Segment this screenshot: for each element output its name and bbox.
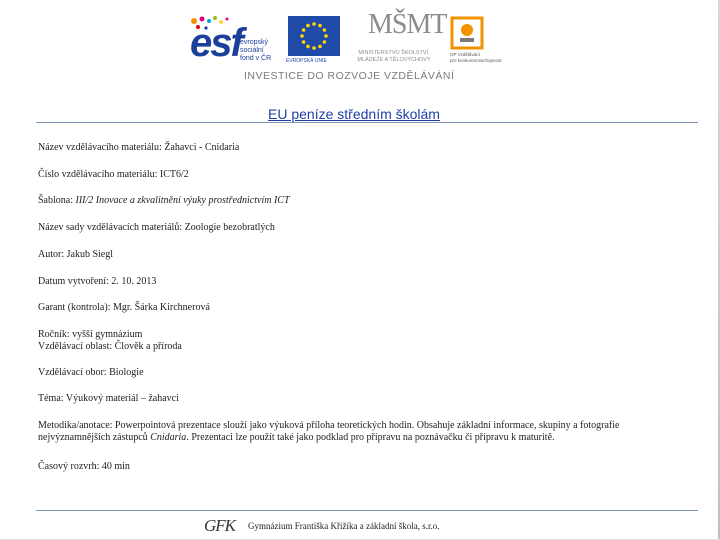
meta-rocnik: Ročník: vyšší gymnázium bbox=[38, 329, 143, 340]
esf-text-line: evropský bbox=[240, 39, 269, 46]
op-logo bbox=[450, 16, 510, 74]
eu-logo bbox=[288, 16, 340, 68]
op-text bbox=[450, 52, 512, 64]
school-logo: GFK bbox=[204, 516, 235, 535]
meta-anotace-text: Metodika/anotace: Powerpointová prezentace slouží jako výuková příloha teoretických hodin. Obsahuje základní informace, skupiny a fotografie nejvýznamnějších zástupců bbox=[38, 420, 620, 443]
meta-tema: Téma: Výukový materiál – žahavci bbox=[38, 393, 179, 404]
meta-sablona-value: III/2 Inovace a zkvalitnění výuky prostřednictvím ICT bbox=[75, 195, 290, 206]
esf-mark: esf bbox=[190, 21, 242, 65]
meta-oblast: Vzdělávací oblast: Člověk a příroda bbox=[38, 341, 182, 352]
msmt-text bbox=[346, 50, 442, 64]
op-logo-icon bbox=[450, 16, 490, 50]
footer-divider bbox=[36, 510, 698, 511]
esf-logo bbox=[188, 15, 284, 73]
tagline: INVESTICE DO ROZVOJE VZDĚLÁVÁNÍ bbox=[244, 70, 455, 82]
msmt-text-line: MLÁDEŽE A TĚLOVÝCHOVY bbox=[357, 57, 431, 63]
meta-anotace-text-end: . Prezentaci lze použít také jako podklad pro přípravu na poznávačku či přípravu k maturitě. bbox=[186, 432, 555, 443]
eu-flag-icon bbox=[288, 16, 340, 56]
page-title: EU peníze středním školám bbox=[268, 106, 440, 122]
meta-autor: Autor: Jakub Siegl bbox=[38, 249, 113, 260]
meta-nazev: Název vzdělávacího materiálu: Žahavci - Cnidaria bbox=[38, 142, 240, 153]
meta-anotace bbox=[38, 420, 678, 444]
msmt-logo bbox=[346, 9, 447, 74]
op-text-line: OP Vzdělávání bbox=[450, 52, 480, 57]
esf-text bbox=[240, 39, 271, 63]
meta-rozvrh: Časový rozvrh: 40 min bbox=[38, 461, 130, 472]
meta-cislo: Číslo vzdělávacího materiálu: ICT6/2 bbox=[38, 169, 189, 180]
meta-anotace-taxon: Cnidaria bbox=[150, 432, 187, 443]
msmt-mark: MŠMT bbox=[368, 9, 447, 40]
footer-school-name: Gymnázium Františka Křižíka a základní škola, s.r.o. bbox=[248, 521, 440, 531]
meta-sablona bbox=[38, 195, 678, 207]
msmt-text-line: MINISTERSTVO ŠKOLSTVÍ, bbox=[358, 50, 430, 56]
esf-text-line: fond v ČR bbox=[240, 55, 272, 62]
meta-sada: Název sady vzdělávacích materiálů: Zoologie bezobratlých bbox=[38, 222, 275, 233]
meta-sablona-label: Šablona: bbox=[38, 195, 76, 206]
meta-datum: Datum vytvoření: 2. 10. 2013 bbox=[38, 276, 157, 287]
op-text-line: pro konkurenceschopnost bbox=[450, 58, 502, 63]
title-divider bbox=[36, 122, 698, 123]
meta-garant: Garant (kontrola): Mgr. Šárka Kirchnerová bbox=[38, 302, 210, 313]
esf-text-line: sociální bbox=[240, 47, 264, 54]
eu-label: EVROPSKÁ UNIE bbox=[286, 58, 327, 64]
meta-obor: Vzdělávací obor: Biologie bbox=[38, 367, 144, 378]
